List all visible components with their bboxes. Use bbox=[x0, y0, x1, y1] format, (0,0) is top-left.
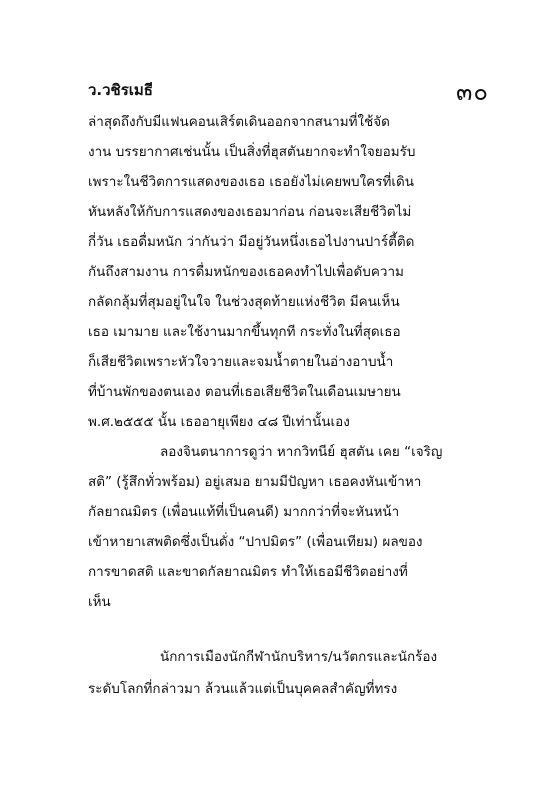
page-number: ๓๐ bbox=[456, 78, 490, 106]
paragraph-line: การขาดสติ และขาดกัลยาณมิตร ทำให้เธอมีชีวิตอย่างที่ bbox=[88, 564, 408, 580]
paragraph-line: สติ” (รู้สึกทั่วพร้อม) อยู่เสมอ ยามมีปัญหา เธอคงหันเข้าหา bbox=[88, 474, 422, 490]
paragraph-line: กลัดกลุ้มที่สุมอยู่ในใจ ในช่วงสุดท้ายแห่งชีวิต มีคนเห็น bbox=[88, 294, 400, 310]
paragraph-line: ที่บ้านพักของตนเอง ตอนที่เธอเสียชีวิตในเดือนเมษายน bbox=[88, 384, 401, 400]
paragraph-line: ลองจินตนาการดูว่า หากวิทนีย์ ฮุสตัน เคย “เจริญ bbox=[160, 444, 443, 460]
header-author: ว.วชิรเมธี bbox=[88, 81, 153, 99]
paragraph-line: เพราะในชีวิตการแสดงของเธอ เธอยังไม่เคยพบใครที่เดิน bbox=[88, 174, 414, 190]
paragraph-line: เห็น bbox=[88, 594, 111, 610]
paragraph-line: กี่วัน เธอดื่มหนัก ว่ากันว่า มีอยู่วันหนึ่งเธอไปงานปาร์ตี้ติด bbox=[88, 234, 415, 250]
paragraph-line: นักการเมืองนักกีฬานักบริหาร/นวัตกรและนักร้อง bbox=[160, 649, 438, 665]
paragraph-line: พ.ศ.๒๕๕๕ นั้น เธออายุเพียง ๔๘ ปีเท่านั้นเอง bbox=[88, 414, 350, 430]
paragraph-line: ก็เสียชีวิตเพราะหัวใจวายและจมน้ำตายในอ่างอาบน้ำ bbox=[88, 354, 394, 370]
paragraph-line: กัลยาณมิตร (เพื่อนแท้ที่เป็นคนดี) มากกว่าที่จะหันหน้า bbox=[88, 504, 400, 520]
paragraph-line: ระดับโลกที่กล่าวมา ล้วนแล้วแต่เป็นบุคคลสำคัญที่ทรง bbox=[88, 681, 398, 697]
paragraph-line: กันถึงสามงาน การดื่มหนักของเธอคงทำไปเพื่อดับความ bbox=[88, 264, 404, 280]
paragraph-line: เข้าหายาเสพติดซึ่งเป็นดั่ง “ปาปมิตร” (เพื่อนเทียม) ผลของ bbox=[88, 534, 423, 550]
paragraph-line: ล่าสุดถึงกับมีแฟนคอนเสิร์ตเดินออกจากสนามที่ใช้จัด bbox=[88, 114, 390, 130]
paragraph-line: งาน บรรยากาศเช่นนั้น เป็นสิ่งที่ฮุสตันยากจะทำใจยอมรับ bbox=[88, 144, 416, 160]
paragraph-line: หันหลังให้กับการแสดงของเธอมาก่อน ก่อนจะเสียชีวิตไม่ bbox=[88, 204, 412, 220]
paragraph-line: เธอ เมามาย และใช้งานมากขึ้นทุกที กระทั่งในที่สุดเธอ bbox=[88, 324, 401, 340]
